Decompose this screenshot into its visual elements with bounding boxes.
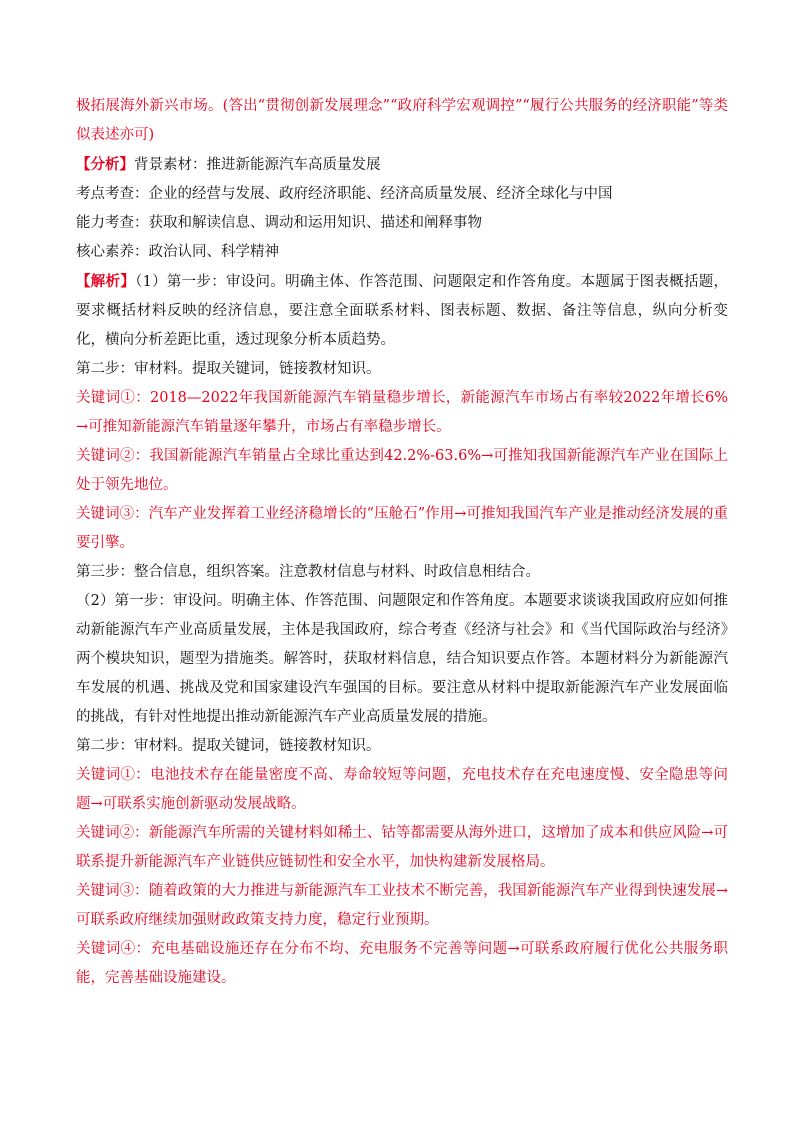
explanation-tag: 【解析】 [76, 273, 136, 290]
q2-keyword-4: 关键词④：充电基础设施还存在分布不均、充电服务不完善等问题→可联系政府履行优化公共服务职能，完善基础设施建设。 [76, 941, 728, 986]
q1-keyword-2: 关键词②：我国新能源汽车销量占全球比重达到42.2%-63.6%→可推知我国新能源汽车产业在国际上处于领先地位。 [76, 448, 728, 493]
analysis-tag: 【分析】 [76, 156, 134, 173]
answer-tail-paragraph: 极拓展海外新兴市场。(答出“贯彻创新发展理念”“政府科学宏观调控”“履行公共服务的经济职能”等类似表述亦可) [76, 98, 728, 143]
analysis-background-line [76, 150, 728, 180]
q2-keyword-3: 关键词③：随着政策的大力推进与新能源汽车工业技术不断完善，我国新能源汽车产业得到快速发展→可联系政府继续加强财政政策支持力度，稳定行业预期。 [76, 883, 728, 928]
q1-step2-line: 第二步：审材料。提取关键词，链接教材知识。 [76, 361, 381, 377]
analysis-background-text: 背景素材：推进新能源汽车高质量发展 [134, 157, 381, 173]
document-page [76, 92, 728, 993]
q1-step1-paragraph [76, 267, 728, 355]
q1-step3-line: 第三步：整合信息，组织答案。注意教材信息与材料、时政信息相结合。 [76, 564, 540, 580]
q1-keyword-1: 关键词①：2018—2022年我国新能源汽车销量稳步增长，新能源汽车市场占有率较2022年增长6%→可推知新能源汽车销量逐年攀升，市场占有率稳步增长。 [76, 390, 728, 435]
q2-step2-line: 第二步：审材料。提取关键词，链接教材知识。 [76, 738, 381, 754]
q2-keyword-1: 关键词①：电池技术存在能量密度不高、寿命较短等问题，充电技术存在充电速度慢、安全隐患等问题→可联系实施创新驱动发展战略。 [76, 767, 728, 812]
q1-keyword-3: 关键词③：汽车产业发挥着工业经济稳增长的“压舱石”作用→可推知我国汽车产业是推动经济发展的重要引擎。 [76, 506, 728, 551]
q2-step1-paragraph: （2）第一步：审设问。明确主体、作答范围、问题限定和作答角度。本题要求谈谈我国政府应如何推动新能源汽车产业高质量发展，主体是我国政府，综合考查《经济与社会》和《当代国际政治与经济》两个模块知识，题型为措施类。解答时，获取材料信息，结合知识要点作答。本题材料分为新能源汽车发展的机遇、挑战及党和国家建设汽车强国的目标。要注意从材料中提取新能源汽车产业发展面临的挑战，有针对性地提出推动新能源汽车产业高质量发展的措施。 [76, 593, 728, 725]
suyang-line: 核心素养：政治认同、科学精神 [76, 244, 279, 260]
q2-keyword-2: 关键词②：新能源汽车所需的关键材料如稀土、钴等都需要从海外进口，这增加了成本和供应风险→可联系提升新能源汽车产业链供应链韧性和安全水平，加快构建新发展格局。 [76, 825, 728, 870]
kaodian-line: 考点考查：企业的经营与发展、政府经济职能、经济高质量发展、经济全球化与中国 [76, 186, 613, 202]
nengli-line: 能力考查：获取和解读信息、调动和运用知识、描述和阐释事物 [76, 215, 482, 231]
q1-step1-text: （1）第一步：审设问。明确主体、作答范围、问题限定和作答角度。本题属于图表概括题，要求概括材料反映的经济信息，要注意全面联系材料、图表标题、数据、备注等信息，纵向分析变化，横向分析差距比重，透过现象分析本质趋势。 [76, 274, 728, 348]
